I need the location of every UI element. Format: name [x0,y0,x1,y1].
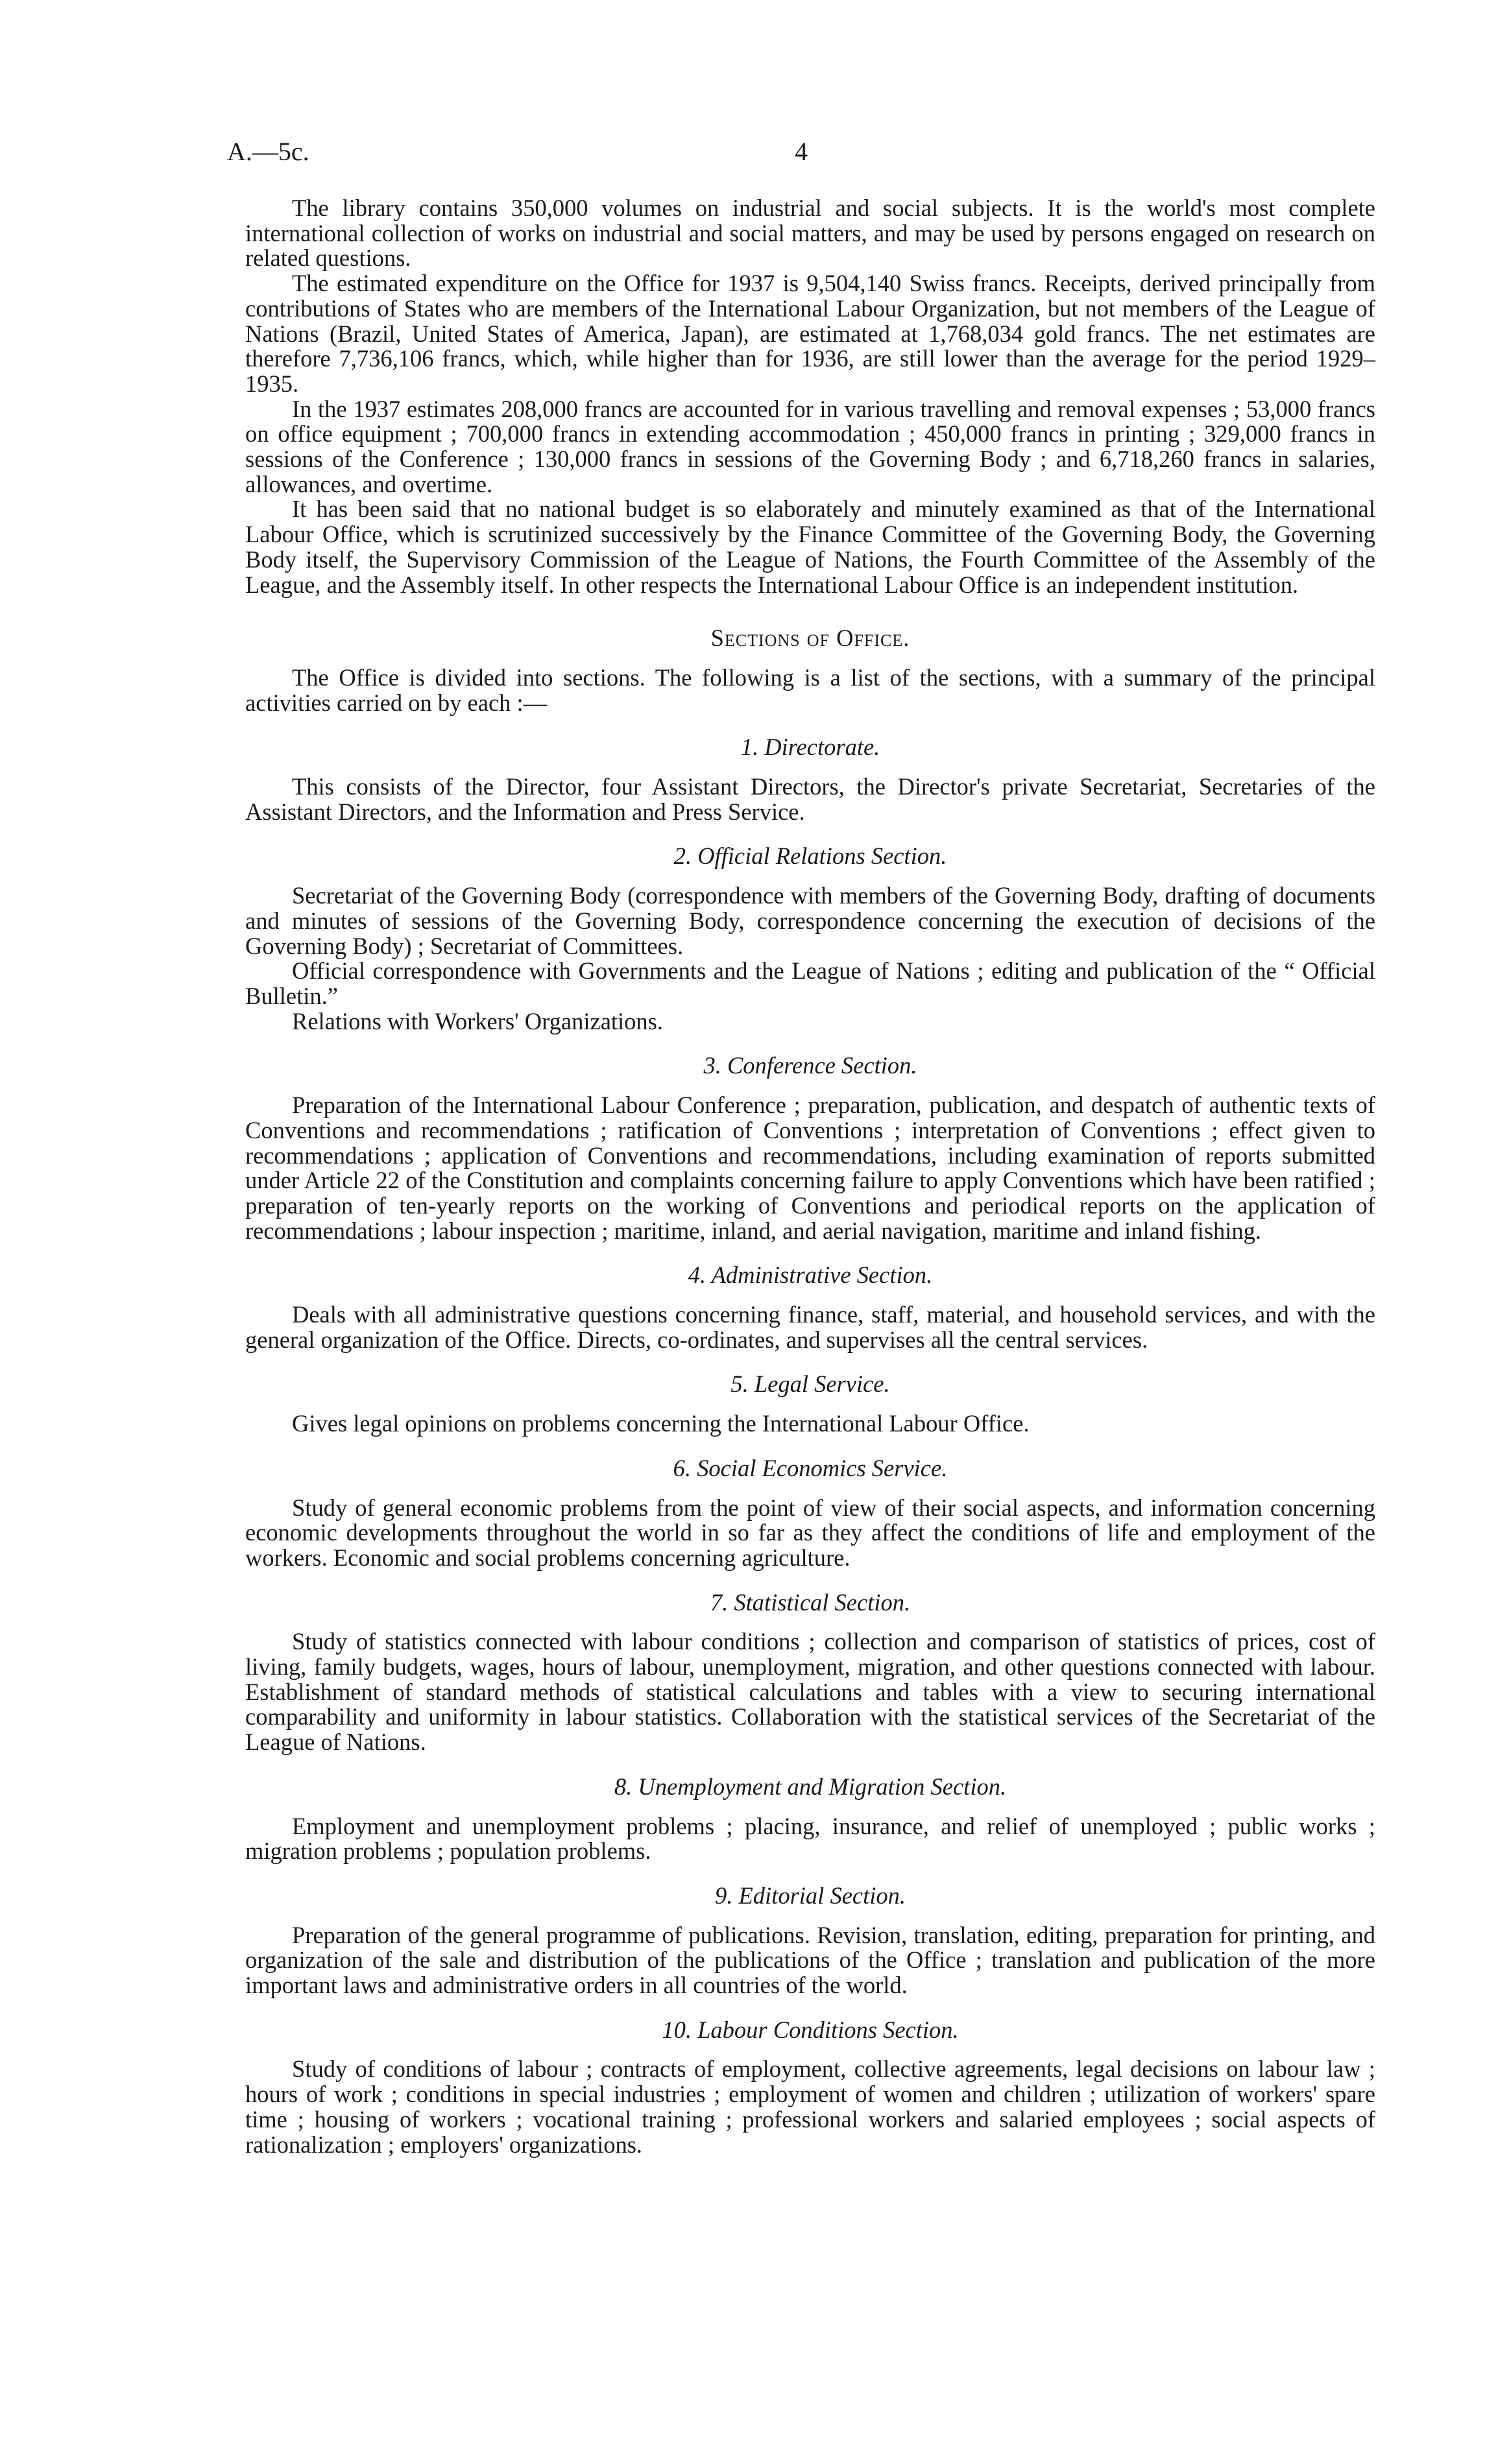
paragraph-expenditure: The estimated expenditure on the Office for 1937 is 9,504,140 Swiss francs. Receipts, derived principally from contributions of States who are members of the International Labour Organization, but not members of the League of Nations (Brazil, United States of America, Japan), are estimated at 1,768,034 gold francs. The net estimates are therefore 7,736,106 francs, which, while higher than for 1936, are still lower than the average for the period 1929–1935. [245,270,1375,397]
section-title: 9. Editorial Section. [715,1882,906,1909]
page-body [245,196,1375,2157]
section-title: 1. Directorate. [740,734,880,761]
paragraph-library: The library contains 350,000 volumes on industrial and social subjects. It is the world's most complete international collection of works on industrial and social matters, and may be used by persons engaged on research on related questions. [245,195,1375,272]
section-paragraph: Official correspondence with Governments and the League of Nations ; editing and publication of the “ Official Bulletin.” [245,957,1375,1009]
section-title: 10. Labour Conditions Section. [662,2016,959,2043]
page-number: 4 [795,137,808,166]
section-title: 8. Unemployment and Migration Section. [614,1773,1007,1800]
section-paragraph: Relations with Workers' Organizations. [292,1007,664,1035]
paragraph-budget-scrutiny: It has been said that no national budget is so elaborately and minutely examined as that of the International Labour Office, which is scrutinized successively by the Finance Committee of the Governing Body, the Governing Body itself, the Supervisory Commission of the League of Nations, the Fourth Committee of the Assembly of the League, and the Assembly itself. In other respects the International Labour Office is an independent institution. [245,496,1375,598]
section-title: 4. Administrative Section. [688,1262,933,1289]
section-paragraph: Preparation of the International Labour Conference ; preparation, publication, and despatch of authentic texts of Conventions and recommendations ; ratification of Conventions ; interpretation of Conventions ; effect given to recommendations ; application of Conventions and recommendations, including examination of reports submitted under Article 22 of the Constitution and complaints concerning failure to apply Conventions which have been ratified ; preparation of ten-yearly reports on the working of Conventions and periodical reports on the application of recommendations ; labour inspection ; maritime, inland, and aerial navigation, maritime and inland fishing. [245,1092,1375,1244]
section-paragraph: Study of conditions of labour ; contracts of employment, collective agreements, legal decisions on labour law ; hours of work ; conditions in special industries ; employment of women and children ; utilization of workers' spare time ; housing of workers ; vocational training ; professional workers and salaried employees ; social aspects of rationalization ; employers' organizations. [245,2055,1375,2158]
paragraph-estimates: In the 1937 estimates 208,000 francs are accounted for in various travelling and removal expenses ; 53,000 francs on office equipment ; 700,000 francs in extending accommodation ; 450,000 francs in printing ; 329,000 francs in sessions of the Conference ; 130,000 francs in sessions of the Governing Body ; and 6,718,260 francs in salaries, allowances, and overtime. [245,395,1375,497]
section-paragraph: This consists of the Director, four Assistant Directors, the Director's private Secretariat, Secretaries of the Assistant Directors, and the Information and Press Service. [245,773,1375,825]
section-title: 2. Official Relations Section. [673,843,947,870]
section-paragraph: Study of general economic problems from the point of view of their social aspects, and information concerning economic developments throughout the world in so far as they affect the conditions of life and employment of the workers. Economic and social problems concerning agriculture. [245,1494,1375,1571]
section-paragraph: Deals with all administrative questions concerning finance, staff, material, and household services, and with the general organization of the Office. Directs, co-ordinates, and supervises all the central services. [245,1301,1375,1353]
section-title: 3. Conference Section. [703,1052,917,1079]
sections-heading: Sections of Office. [710,625,910,652]
page-header [227,136,1388,182]
section-paragraph: Gives legal opinions on problems concerning the International Labour Office. [292,1410,1030,1437]
section-title: 7. Statistical Section. [710,1588,911,1616]
sections-intro: The Office is divided into sections. The following is a list of the sections, with a summary of the principal activities carried on by each :— [245,664,1375,716]
section-paragraph: Preparation of the general programme of publications. Revision, translation, editing, preparation for printing, and organization of the sale and distribution of the publications of the Office ; translation and publication of the more important laws and administrative orders in all countries of the world. [245,1921,1375,1999]
section-paragraph: Secretariat of the Governing Body (correspondence with members of the Governing Body, drafting of documents and minutes of sessions of the Governing Body, correspondence concerning the execution of decisions of the Governing Body) ; Secretariat of Committees. [245,882,1375,959]
section-title: 6. Social Economics Service. [673,1454,948,1481]
section-paragraph: Employment and unemployment problems ; placing, insurance, and relief of unemployed ; public works ; migration problems ; population problems. [245,1812,1375,1865]
document-reference: A.—5c. [227,137,309,166]
section-paragraph: Study of statistics connected with labour conditions ; collection and comparison of statistics of prices, cost of living, family budgets, wages, hours of labour, unemployment, migration, and other questions connected with labour. Establishment of standard methods of statistical calculations and tables with a view to securing international comparability and uniformity in labour statistics. Collaboration with the statistical services of the Secretariat of the League of Nations. [245,1628,1375,1756]
section-title: 5. Legal Service. [730,1370,890,1398]
